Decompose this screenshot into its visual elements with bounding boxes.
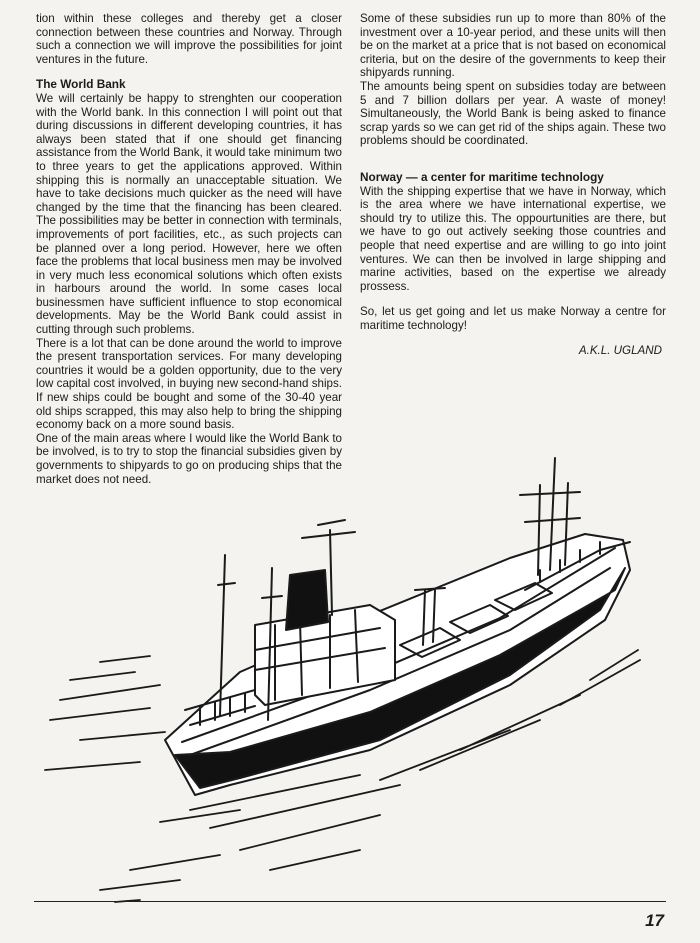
page-number: 17 <box>645 911 664 930</box>
paragraph-subsidies: One of the main areas where I would like the World Bank to be involved, is to try to stop the financial subsidies given by governments to shipyards to go on producing ships that the market does not need. <box>36 431 342 486</box>
bottom-rule <box>34 901 666 902</box>
right-column <box>360 12 666 358</box>
paragraph-joint-ventures: tion within these colleges and thereby get a closer connection between these countries and Norway. Through such a connection we will improve the possibilities for joint ventures in the future. <box>36 12 342 66</box>
cargo-ship-illustration <box>40 450 660 920</box>
author-signature: A.K.L. UGLAND <box>578 344 662 358</box>
paragraph-subsidy-investment: Some of these subsidies run up to more than 80% of the investment over a 10-year period, and these units will then be on the market at a price that is not based on economical criteria, but on the desire of the governments to keep their shipyards running. <box>360 12 666 80</box>
paragraph-closing: So, let us get going and let us make Norway a centre for maritime technology! <box>360 305 666 332</box>
left-column <box>36 12 342 486</box>
paragraph-transportation-services: There is a lot that can be done around the world to improve the present transportation services. For many developing countries it would be a golden opportunity, due to the very low capital cost involved, in buying new second-hand ships. If new ships could be bought and some of the 30-40 year old ships scrapped, this may also help to bring the shipping economy back on a more sound basis. <box>36 336 342 432</box>
heading-norway-maritime: Norway — a center for maritime technology <box>360 169 604 184</box>
heading-world-bank: The World Bank <box>36 77 126 92</box>
paragraph-norway-expertise: With the shipping expertise that we have in Norway, which is the area where we have international expertise, we should try to utilize this. The oppourtunities are there, but we have to go out actively seeking those countries and people that need expertise and are willing to go into joint ventures. We can then be involved in large shipping and marine activities, based on the expertise we already prossess. <box>360 184 666 293</box>
paragraph-subsidy-amounts: The amounts being spent on subsidies today are between 5 and 7 billion dollars per year. A waste of money! Simultaneously, the World Bank is being asked to finance scrap yards so we can get rid of the ships again. These two problems should be coordinated. <box>360 79 666 148</box>
paragraph-world-bank-cooperation: We will certainly be happy to strenghten our cooperation with the World bank. In this connection I will point out that during discussions in different developing countries, it has always been stated that if one should get financing assistance from the World Bank, it would take minimum two to three years to get the applications approved. Within shipping this is normally an unacceptable situation. We have to take decisions much quicker as the need will have changed by the time that the financing has been cleared. The possibilities may be better in connection with terminals, improvements of port facilities, etc., as such projects can be planned over a long period. However, here we often face the problems that local business men may be involved in very much less economical solutions which often exists in harbours around the world. In some cases local businessmen have sufficient influence to stop economical developments. May be the World Bank could assist in cutting through such problems. <box>36 91 342 337</box>
